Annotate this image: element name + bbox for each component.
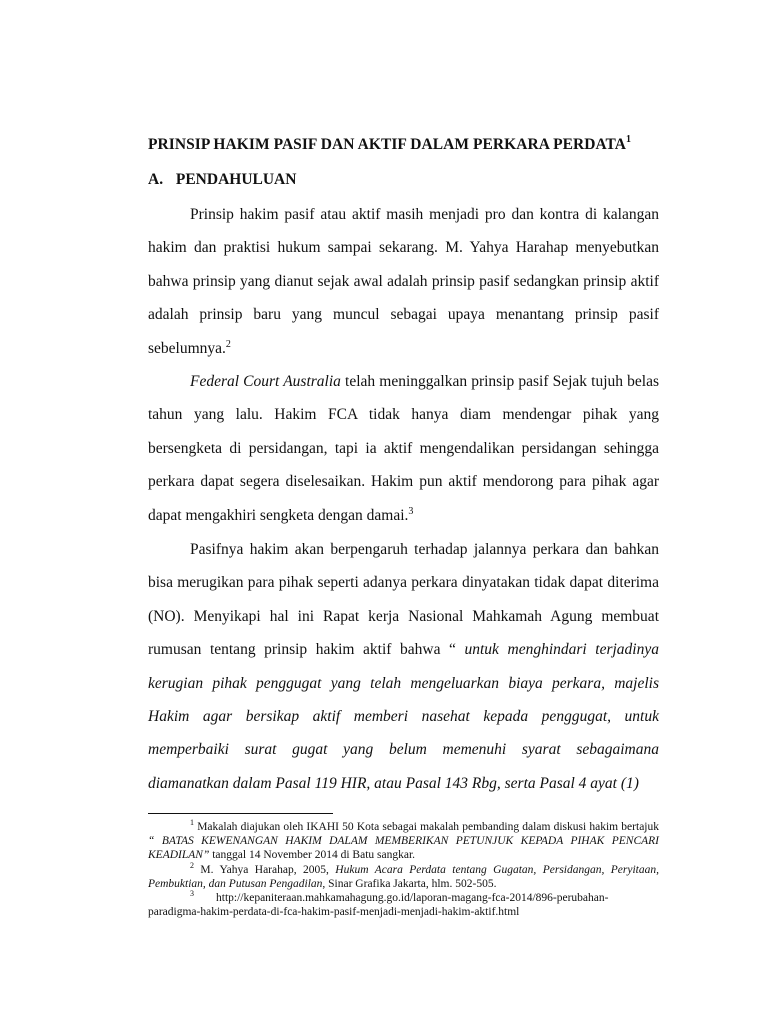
paragraph-2 [148, 365, 659, 532]
document-title [148, 135, 668, 154]
paragraph-3-quote: untuk menghindari terjadinya kerugian pihak penggugat yang telah mengeluarkan biaya perkara, majelis Hakim agar bersikap aktif memberi nasehat kepada penggugat, untuk memperbaiki surat gugat yang belum memenuhi syarat sebagaimana diamanatkan dalam Pasal 119 HIR, atau Pasal 143 Rbg, serta Pasal 4 ayat (1) [148, 641, 659, 792]
footnote-3-link[interactable]: http://kepaniteraan.mahkamahagung.go.id/laporan-magang-fca-2014/896-perubahan-paradigma-hakim-perdata-di-fca-hakim-pasif-menjadi-menjadi-hakim-aktif.html [148, 892, 609, 919]
footnote-2 [148, 860, 659, 891]
paragraph-3 [148, 533, 659, 800]
paragraph-1 [148, 198, 659, 365]
footnote-2-text-end: , Sinar Grafika Jakarta, hlm. 502-505. [322, 877, 497, 890]
section-number: A. [148, 171, 164, 188]
paragraph-1-text: Prinsip hakim pasif atau aktif masih menjadi pro dan kontra di kalangan hakim dan praktisi hukum sampai sekarang. M. Yahya Harahap menyebutkan bahwa prinsip yang dianut sejak awal adalah prinsip pasif sedangkan prinsip aktif adalah prinsip baru yang muncul sebagai upaya menantang prinsip pasif sebelumnya. [148, 206, 659, 357]
footnote-3-number: 3 [190, 889, 194, 899]
footnote-divider [148, 813, 333, 814]
footnote-marker-3[interactable]: 3 [408, 505, 414, 517]
footnote-3 [148, 891, 659, 919]
footnote-1-italic: “ BATAS KEWENANGAN HAKIM DALAM MEMBERIKAN PETUNJUK KEPADA PIHAK PENCARI KEADILAN” [148, 835, 659, 862]
paragraph-2-italic: Federal Court Australia [190, 373, 341, 390]
title-text: PRINSIP HAKIM PASIF DAN AKTIF DALAM PERKARA PERDATA [148, 136, 627, 154]
paragraph-2-text: telah meninggalkan prinsip pasif Sejak tujuh belas tahun yang lalu. Hakim FCA tidak hanya diam mendengar pihak yang bersengketa di persidangan, tapi ia aktif mengendalikan persidangan sehingga perkara dapat segera diselesaikan. Hakim pun aktif mendorong para pihak agar dapat mengakhiri sengketa dengan damai. [148, 373, 659, 524]
footnotes [148, 820, 659, 919]
footnote-1-text: Makalah diajukan oleh IKAHI 50 Kota sebagai makalah pembanding dalam diskusi hakim bertajuk [194, 821, 659, 833]
footnote-1 [148, 820, 659, 863]
footnote-2-number: 2 [190, 860, 194, 870]
title-footnote-marker[interactable]: 1 [626, 134, 632, 145]
footnote-2-italic: Hukum Acara Perdata tentang Gugatan, Persidangan, Peryitaan, Pembuktian, dan Putusan Pengadilan [148, 863, 659, 890]
footnote-1-number: 1 [190, 818, 194, 828]
section-heading [148, 171, 296, 189]
section-title: PENDAHULUAN [175, 171, 297, 188]
footnote-2-text: M. Yahya Harahap, 2005, [194, 863, 336, 876]
footnote-marker-2[interactable]: 2 [225, 338, 231, 350]
paragraph-3-text: Pasifnya hakim akan berpengaruh terhadap jalannya perkara dan bahkan bisa merugikan para pihak seperti adanya perkara dinyatakan tidak dapat diterima (NO). Menyikapi hal ini Rapat kerja Nasional Mahkamah Agung membuat rumusan tentang prinsip hakim aktif bahwa “ [148, 541, 659, 659]
footnote-1-text-end: tanggal 14 November 2014 di Batu sangkar. [209, 849, 416, 862]
